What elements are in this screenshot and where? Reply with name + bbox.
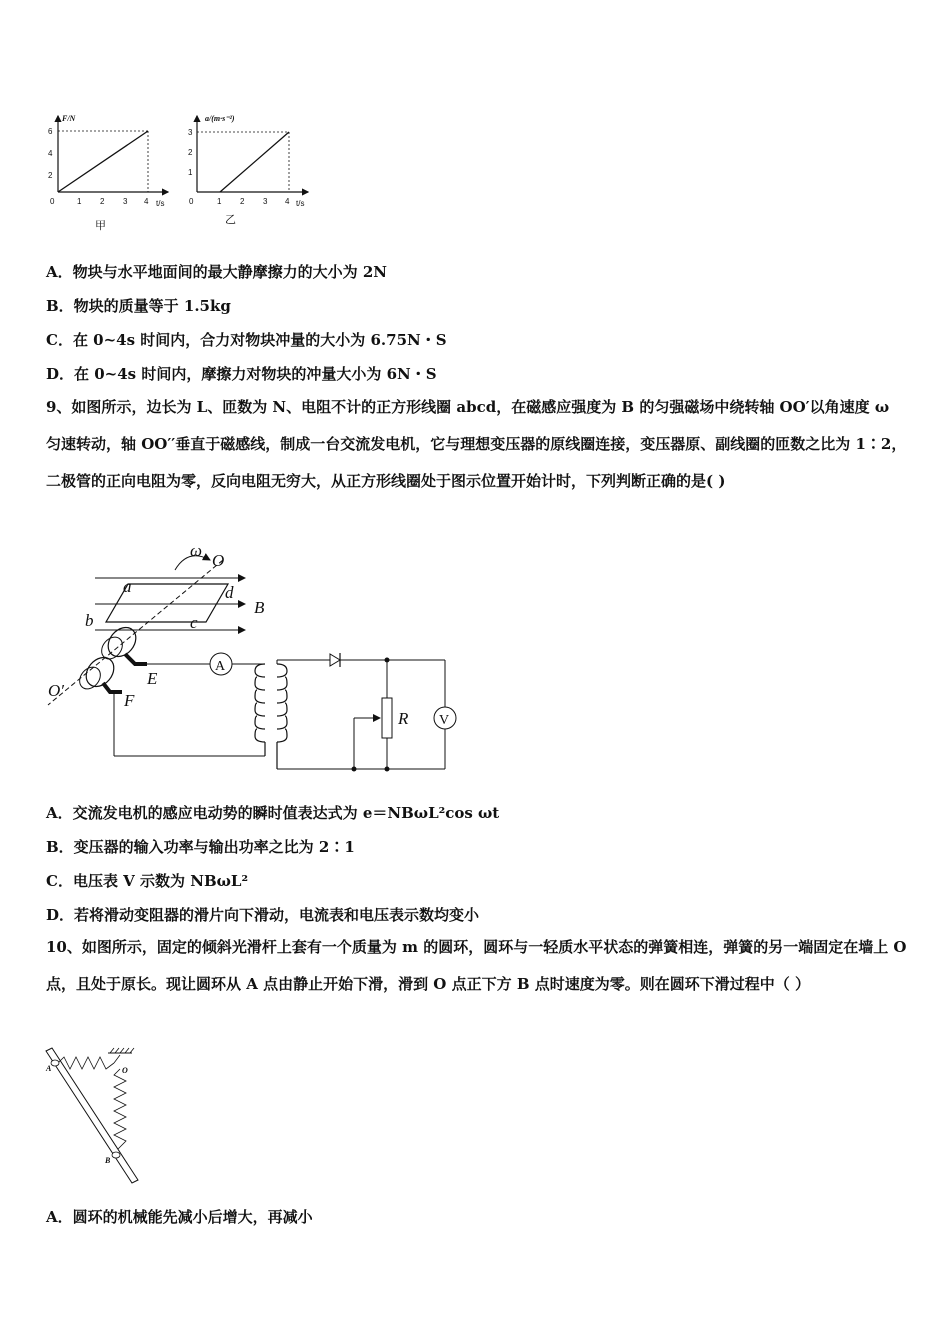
q8-graphs bbox=[40, 108, 330, 233]
graph-right bbox=[188, 114, 308, 226]
graph-left-xlabel: t/s bbox=[156, 199, 165, 208]
label-omega: ω bbox=[190, 541, 203, 560]
graph-left-ytick: 6 bbox=[48, 127, 53, 136]
q8-option-c: C．在 0~4s 时间内，合力对物块冲量的大小为 6.75N・S bbox=[46, 331, 447, 349]
graph-left-caption: 甲 bbox=[95, 219, 106, 232]
label-a: a bbox=[123, 577, 132, 596]
graph-right-xtick: 1 bbox=[217, 197, 222, 206]
label-A: A bbox=[46, 1064, 52, 1073]
ammeter-label: A bbox=[215, 659, 226, 674]
diode bbox=[330, 654, 340, 666]
q9-option-b: B．变压器的输入功率与输出功率之比为 2∶1 bbox=[46, 838, 355, 856]
q9-option-d: D．若将滑动变阻器的滑片向下滑动，电流表和电压表示数均变小 bbox=[46, 906, 480, 924]
q8-option-b: B．物块的质量等于 1.5kg bbox=[46, 297, 231, 315]
q10-stem: 10、如图所示，固定的倾斜光滑杆上套有一个质量为 m 的圆环，圆环与一轻质水平状态的弹簧相连，弹簧的另一端固定在墙上 O 点，且处于原长。现让圆环从 A 点由静止开始下滑，滑到 O 点正下方 B 点时速度为零。则在圆环下滑过程中（ ） bbox=[46, 938, 907, 993]
q10-figure bbox=[42, 1045, 152, 1190]
graph-left-ytick: 4 bbox=[48, 149, 53, 158]
graph-right-line bbox=[220, 132, 289, 192]
graph-right-xtick: 3 bbox=[263, 197, 268, 206]
graph-right-ylabel: a/(m·s⁻²) bbox=[205, 114, 235, 123]
graph-right-xtick: 2 bbox=[240, 197, 245, 206]
label-B: B bbox=[254, 598, 265, 617]
graph-right-xtick: 4 bbox=[285, 197, 290, 206]
label-O-prime: O′ bbox=[48, 681, 64, 700]
spring-vertical bbox=[114, 1069, 126, 1149]
label-O: O bbox=[212, 551, 225, 570]
graph-left-ylabel: F/N bbox=[62, 114, 76, 123]
label-E: E bbox=[147, 669, 158, 688]
spring-horizontal bbox=[58, 1057, 114, 1069]
secondary-coil bbox=[277, 664, 287, 769]
graph-left-xtick: 3 bbox=[123, 197, 128, 206]
graph-left-xtick: 2 bbox=[100, 197, 105, 206]
q9-figure bbox=[40, 540, 480, 780]
graph-right-xlabel: t/s bbox=[296, 199, 305, 208]
graph-right-ytick: 2 bbox=[188, 148, 193, 157]
q8-option-a: A．物块与水平地面间的最大静摩擦力的大小为 2N bbox=[46, 263, 388, 281]
label-B: B bbox=[105, 1156, 111, 1165]
q8-option-d: D．在 0~4s 时间内，摩擦力对物块的冲量大小为 6N・S bbox=[46, 365, 437, 383]
label-R: R bbox=[398, 709, 409, 728]
graph-right-ytick: 1 bbox=[188, 168, 193, 177]
graph-right-origin: 0 bbox=[189, 197, 194, 206]
q9-option-a: A．交流发电机的感应电动势的瞬时值表达式为 e＝NBωL²cos ωt bbox=[46, 804, 500, 822]
q9-option-c: C．电压表 V 示数为 NBωL² bbox=[46, 872, 249, 890]
label-d: d bbox=[225, 583, 234, 602]
label-c: c bbox=[190, 613, 198, 632]
graph-right-ytick: 3 bbox=[188, 128, 193, 137]
graph-right-caption: 乙 bbox=[225, 213, 236, 226]
voltmeter-label: V bbox=[439, 713, 450, 728]
rheostat-R bbox=[382, 698, 392, 738]
label-O: O bbox=[122, 1066, 128, 1075]
graph-left-line bbox=[58, 131, 148, 192]
label-b: b bbox=[85, 611, 94, 630]
label-F: F bbox=[124, 691, 135, 710]
graph-left-origin: 0 bbox=[50, 197, 55, 206]
q10-option-a: A．圆环的机械能先减小后增大，再减小 bbox=[46, 1208, 313, 1226]
primary-coil bbox=[255, 664, 265, 756]
graph-left-xtick: 4 bbox=[144, 197, 149, 206]
graph-left bbox=[48, 114, 168, 232]
graph-left-xtick: 1 bbox=[77, 197, 82, 206]
graph-left-ytick: 2 bbox=[48, 171, 53, 180]
q9-stem: 9、如图所示，边长为 L、匝数为 N、电阻不计的正方形线圈 abcd，在磁感应强度为 B 的匀强磁场中绕转轴 OO′以角速度 ω 匀速转动，轴 OO′′垂直于磁感线，制成一台交流发电机，它与理想变压器的原线圈连接，变压器原、副线圈的匝数之比为 1∶2，二极管的正向电阻为零，反向电阻无穷大，从正方形线圈处于图示位置开始计时，下列判断正确的是( ) bbox=[46, 398, 907, 490]
